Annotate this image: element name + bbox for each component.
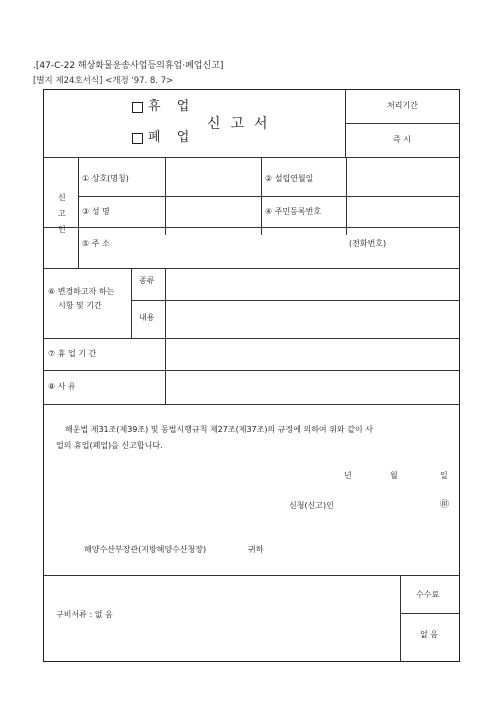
field-name: ③ 성 명 bbox=[82, 207, 110, 216]
option-closure bbox=[132, 100, 195, 113]
divider bbox=[44, 404, 460, 405]
field-phone: (전화번호) bbox=[349, 239, 387, 248]
option-shutdown bbox=[132, 131, 195, 144]
option-shutdown-label: 폐 업 bbox=[148, 130, 196, 145]
fee-label: 수수료 bbox=[416, 590, 440, 599]
divider bbox=[165, 268, 166, 338]
statement-line-1: 해운법 제31조(제39조) 및 동법시행규칙 제27조(제37조)의 규정에 의하여 위와 같이 사 bbox=[65, 425, 373, 434]
change-period-label-2: 시항 및 기간 bbox=[58, 301, 102, 310]
field-address: ⑤ 주 소 bbox=[82, 239, 110, 248]
divider bbox=[44, 268, 460, 269]
change-content-label: 내용 bbox=[139, 313, 155, 322]
divider bbox=[165, 157, 166, 235]
divider bbox=[346, 157, 347, 235]
closure-period-label: ⑦ 휴 업 기 간 bbox=[48, 349, 97, 358]
applicant-label: 신청(신고)인 bbox=[289, 501, 334, 510]
processing-period-label: 처리기간 bbox=[387, 101, 418, 110]
divider bbox=[400, 575, 401, 662]
recipient: 해양수산부장관(지방해양수산청장) bbox=[84, 545, 207, 554]
divider bbox=[165, 338, 166, 404]
divider bbox=[44, 338, 460, 339]
change-type-label: 종류 bbox=[139, 276, 155, 285]
divider bbox=[131, 268, 132, 338]
statement-line-2: 업의 휴업(폐업)을 신고합니다. bbox=[56, 441, 163, 450]
seal-mark: ㊞ bbox=[440, 500, 450, 510]
divider bbox=[44, 370, 460, 371]
document-title: .[47-C-22 해상화물운송사업등의휴업·폐업신고] bbox=[33, 61, 224, 71]
recipient-suffix: 귀하 bbox=[248, 545, 264, 554]
field-established-date: ② 설립연월일 bbox=[265, 174, 314, 183]
reporter-label: 신 고 인 bbox=[58, 193, 66, 234]
fee-value: 없 음 bbox=[420, 630, 438, 639]
divider bbox=[44, 157, 460, 158]
divider bbox=[78, 157, 79, 268]
date-month: 월 bbox=[390, 471, 398, 480]
field-company-name: ① 상호(명칭) bbox=[82, 174, 129, 183]
report-form bbox=[43, 89, 460, 662]
date-year: 년 bbox=[344, 471, 352, 480]
processing-period-value: 즉 시 bbox=[393, 135, 411, 144]
divider bbox=[131, 300, 460, 301]
divider bbox=[78, 196, 460, 197]
change-period-label: ⑥ 변경하고자 하는 bbox=[48, 287, 115, 296]
divider bbox=[44, 575, 460, 576]
required-documents: 구비서류 : 없 음 bbox=[56, 610, 113, 619]
divider bbox=[400, 613, 460, 614]
divider bbox=[44, 227, 460, 228]
option-closure-label: 휴 업 bbox=[148, 99, 196, 114]
form-number: [별지 제24호서식] <개정 '97. 8. 7> bbox=[33, 76, 174, 86]
divider bbox=[261, 157, 262, 235]
date-day: 일 bbox=[440, 471, 448, 480]
checkbox-closure[interactable] bbox=[132, 102, 143, 113]
checkbox-shutdown[interactable] bbox=[132, 133, 143, 144]
form-title: 신고서 bbox=[207, 116, 278, 132]
divider bbox=[345, 123, 460, 124]
field-resident-number: ④ 주민등록번호 bbox=[265, 207, 322, 216]
reason-label: ⑧ 사 유 bbox=[48, 382, 76, 391]
